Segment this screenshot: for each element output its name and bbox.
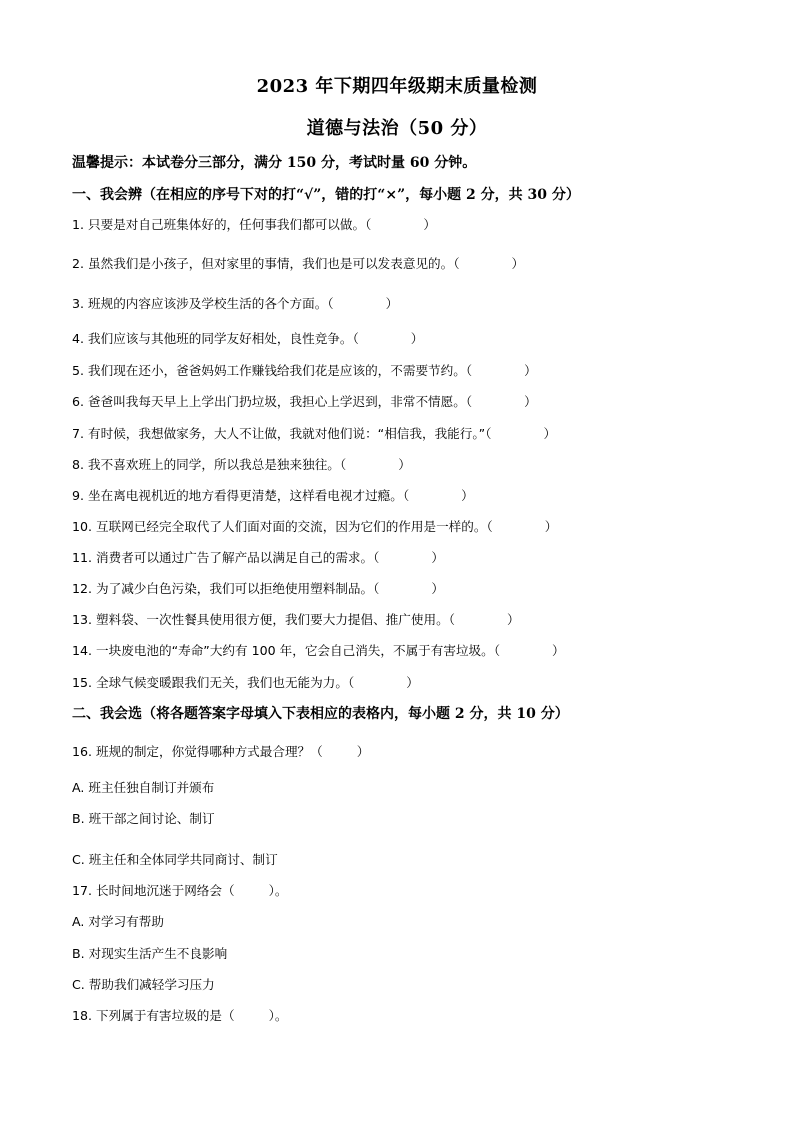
question-3 xyxy=(72,293,398,312)
question-text: 10. 互联网已经完全取代了人们面对面的交流，因为它们的作用是一样的。（ xyxy=(72,519,493,534)
question-9 xyxy=(72,485,474,504)
answer-paren-close: ） xyxy=(431,550,444,565)
question-text: 7. 有时候，我想做家务，大人不让做，我就对他们说：“相信我，我能行。”（ xyxy=(72,426,492,441)
question-text: 8. 我不喜欢班上的同学，所以我总是独来独往。（ xyxy=(72,457,347,472)
option-17-c: C. 帮助我们减轻学习压力 xyxy=(72,977,215,992)
option-16-a: A. 班主任独自制订并颁布 xyxy=(72,780,215,795)
notice: 温馨提示：本试卷分三部分，满分 150 分，考试时量 60 分钟。 xyxy=(72,155,477,171)
question-text: 2. 虽然我们是小孩子，但对家里的事情，我们也是可以发表意见的。（ xyxy=(72,256,460,271)
answer-paren-close: ） xyxy=(524,363,537,378)
answer-paren-close: ）。 xyxy=(268,883,288,898)
question-text: 6. 爸爸叫我每天早上上学出门扔垃圾，我担心上学迟到，非常不情愿。（ xyxy=(72,394,473,409)
question-1 xyxy=(72,214,436,233)
option-16-b: B. 班干部之间讨论、制订 xyxy=(72,811,215,826)
answer-paren-close: ） xyxy=(511,256,525,271)
question-18 xyxy=(72,1005,287,1024)
question-2 xyxy=(72,253,524,272)
question-text: 13. 塑料袋、一次性餐具使用很方便，我们要大力提倡、推广使用。（ xyxy=(72,612,455,627)
answer-paren-close: ） xyxy=(356,744,370,759)
question-text: 16. 班规的制定，你觉得哪种方式最合理？（ xyxy=(72,744,323,759)
question-text: 17. 长时间地沉迷于网络会（ xyxy=(72,883,235,898)
question-8 xyxy=(72,454,411,473)
question-11 xyxy=(72,547,444,566)
question-text: 1. 只要是对自己班集体好的，任何事我们都可以做。（ xyxy=(72,217,372,232)
answer-paren-close: ） xyxy=(506,612,520,627)
question-text: 12. 为了减少白色污染，我们可以拒绝使用塑料制品。（ xyxy=(72,581,380,596)
answer-paren-close: ） xyxy=(543,426,557,441)
answer-paren-close: ） xyxy=(406,675,419,690)
question-15 xyxy=(72,672,419,691)
question-text: 11. 消费者可以通过广告了解产品以满足自己的需求。（ xyxy=(72,550,380,565)
question-6 xyxy=(72,391,537,410)
answer-paren-close: ） xyxy=(524,394,537,409)
exam-title: 2023 年下期四年级期末质量检测 xyxy=(256,76,538,97)
answer-paren-close: ） xyxy=(431,581,444,596)
answer-paren-close: ） xyxy=(552,643,565,658)
question-12 xyxy=(72,578,444,597)
question-text: 3. 班规的内容应该涉及学校生活的各个方面。（ xyxy=(72,296,334,311)
answer-paren-close: ）。 xyxy=(268,1008,288,1023)
question-7 xyxy=(72,423,556,442)
question-10 xyxy=(72,516,557,535)
question-text: 18. 下列属于有害垃圾的是（ xyxy=(72,1008,235,1023)
question-5 xyxy=(72,360,537,379)
section2-heading: 二、我会选（将各题答案字母填入下表相应的表格内，每小题 2 分，共 10 分） xyxy=(72,706,569,722)
question-text: 4. 我们应该与其他班的同学友好相处，良性竞争。（ xyxy=(72,331,359,346)
answer-paren-close: ） xyxy=(398,457,411,472)
question-13 xyxy=(72,609,520,628)
exam-subtitle: 道德与法治（50 分） xyxy=(306,118,488,139)
question-17 xyxy=(72,880,287,899)
option-17-b: B. 对现实生活产生不良影响 xyxy=(72,946,228,961)
answer-paren-close: ） xyxy=(423,217,436,232)
answer-paren-close: ） xyxy=(544,519,558,534)
question-text: 9. 坐在离电视机近的地方看得更清楚，这样看电视才过瘾。（ xyxy=(72,488,410,503)
question-14 xyxy=(72,640,565,659)
question-text: 15. 全球气候变暖跟我们无关，我们也无能为力。（ xyxy=(72,675,355,690)
answer-paren-close: ） xyxy=(385,296,399,311)
option-16-c: C. 班主任和全体同学共同商讨、制订 xyxy=(72,852,278,867)
answer-paren-close: ） xyxy=(410,331,424,346)
question-text: 5. 我们现在还小，爸爸妈妈工作赚钱给我们花是应该的，不需要节约。（ xyxy=(72,363,473,378)
answer-paren-close: ） xyxy=(461,488,474,503)
question-4 xyxy=(72,328,423,347)
question-text: 14. 一块废电池的“寿命”大约有 100 年，它会自己消失，不属于有害垃圾。（ xyxy=(72,643,501,658)
question-16 xyxy=(72,741,369,760)
section1-heading: 一、我会辨（在相应的序号下对的打“√”，错的打“×”，每小题 2 分，共 30 分） xyxy=(72,187,580,203)
option-17-a: A. 对学习有帮助 xyxy=(72,914,164,929)
